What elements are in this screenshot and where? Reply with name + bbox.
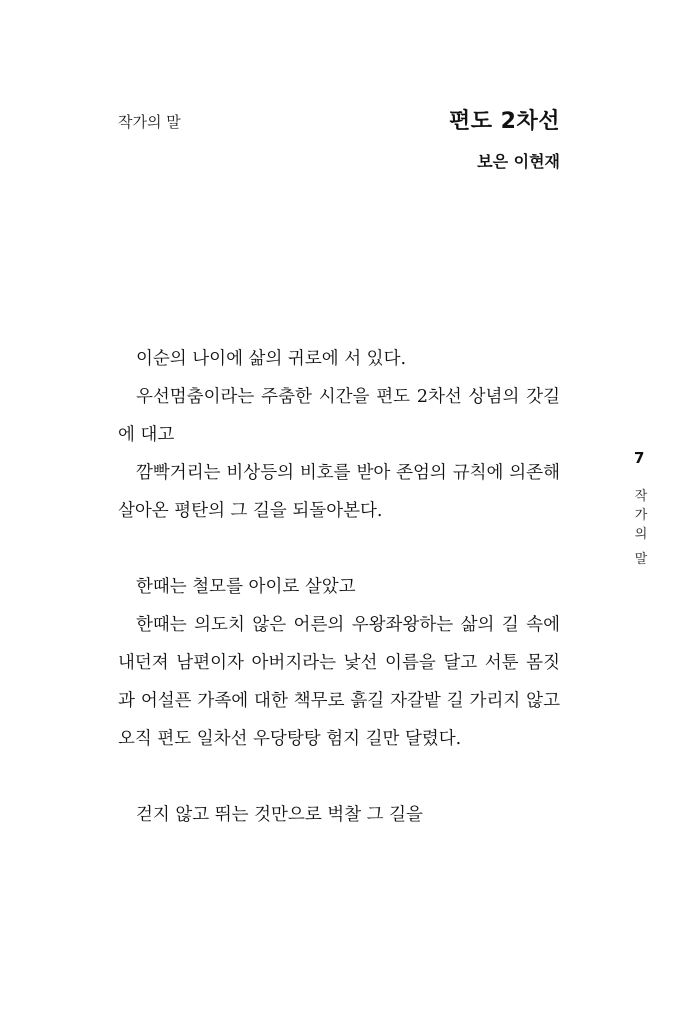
side-title-char: 말 xyxy=(634,552,648,567)
paragraph: 깜빡거리는 비상등의 비호를 받아 존엄의 규칙에 의존해 살아온 평탄의 그 길을 되돌아본다. xyxy=(118,463,560,521)
book-title: 편도 2차선 xyxy=(449,109,560,134)
paragraph-gap xyxy=(118,758,560,796)
side-title-char: 작 xyxy=(634,489,648,504)
author-name: 보은 이현재 xyxy=(477,152,560,171)
side-title-char: 의 xyxy=(634,527,648,542)
page-number: 7 xyxy=(634,449,645,467)
paragraph: 한때는 의도치 않은 어른의 우왕좌왕하는 삶의 길 속에 내던져 남편이자 아버지라는 낯선 이름을 달고 서툰 몸짓과 어설픈 가족에 대한 책무로 흙길 자갈밭 길 가리지 않고 오직 편도 일차선 우당탕탕 험지 길만 달렸다. xyxy=(118,615,560,749)
paragraph-gap xyxy=(118,530,560,568)
paragraph: 우선멈춤이라는 주춤한 시간을 편도 2차선 상념의 갓길에 대고 xyxy=(118,387,560,445)
paragraph: 걷지 않고 뛰는 것만으로 벅찰 그 길을 xyxy=(136,805,423,825)
paragraph: 이순의 나이에 삶의 귀로에 서 있다. xyxy=(136,349,407,369)
body-text xyxy=(118,340,560,834)
side-title-char: 가 xyxy=(634,508,648,523)
header-title-block xyxy=(449,104,560,172)
section-label: 작가의 말 xyxy=(118,113,181,131)
side-section-title xyxy=(634,487,648,569)
paragraph: 한때는 철모를 아이로 살았고 xyxy=(136,577,356,597)
